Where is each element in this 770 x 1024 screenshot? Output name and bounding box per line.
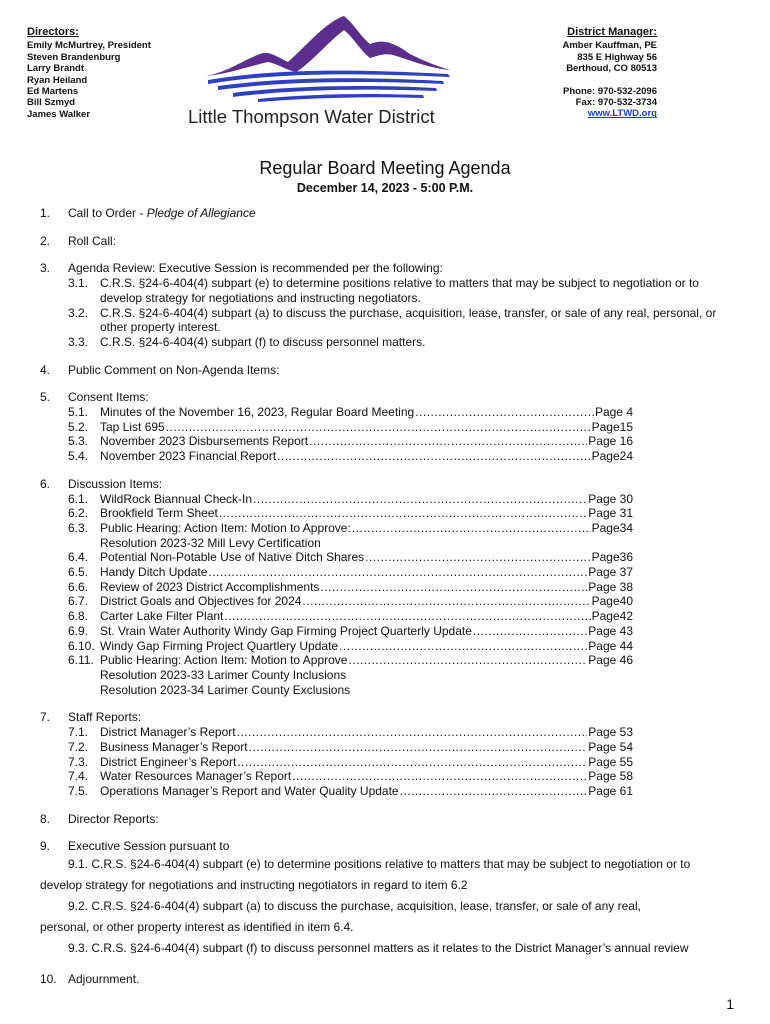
leader-dots bbox=[224, 609, 590, 624]
toc-line: 6.8. Carter Lake Filter Plant ..... Page42 bbox=[68, 609, 633, 624]
mountain-logo-icon bbox=[188, 14, 468, 109]
toc-line: 6.6. Review of 2023 District Accomplishments ..... Page 38 bbox=[68, 580, 633, 595]
toc-line: 6.9. St. Vrain Water Authority Windy Gap Firming Project Quarterly Update ..... Page 43 bbox=[68, 624, 633, 639]
leader-dots bbox=[219, 506, 587, 521]
sub-item: 3.3. C.R.S. §24-6-404(4) subpart (f) to discuss personnel matters. bbox=[68, 334, 426, 349]
manager-block bbox=[563, 27, 658, 120]
leader-dots bbox=[415, 405, 594, 420]
district-logo bbox=[188, 14, 468, 134]
director-name: Bill Szmyd bbox=[27, 97, 76, 109]
exec-sub-item-cont: personal, or other property interest as identified in item 6.4. bbox=[40, 920, 354, 935]
leader-dots bbox=[166, 420, 591, 435]
page-title: Regular Board Meeting Agenda bbox=[259, 158, 511, 178]
toc-line: 5.4. November 2023 Financial Report ..... Page24 bbox=[68, 449, 633, 464]
director-name: Emily McMurtrey, President bbox=[27, 40, 151, 52]
water-wave bbox=[258, 94, 424, 102]
leader-dots bbox=[365, 550, 590, 565]
agenda-item: 4. Public Comment on Non-Agenda Items: bbox=[40, 362, 280, 377]
exec-sub-item-cont: develop strategy for negotiations and instructing negotiators in regard to item 6.2 bbox=[40, 878, 468, 893]
toc-line: 6.4. Potential Non-Potable Use of Native Ditch Shares ..... Page36 bbox=[68, 550, 633, 565]
toc-line: 7.1. District Manager’s Report ..... Page 53 bbox=[68, 725, 633, 740]
directors-block bbox=[27, 27, 151, 120]
leader-dots bbox=[302, 594, 590, 609]
director-name: Ed Martens bbox=[27, 86, 79, 98]
toc-line: 7.3. District Engineer’s Report ..... Page 55 bbox=[68, 755, 633, 770]
agenda-item: 8. Director Reports: bbox=[40, 811, 159, 826]
leader-dots bbox=[237, 725, 588, 740]
director-name: Larry Brandt bbox=[27, 63, 85, 75]
agenda-item: 9. Executive Session pursuant to 9.1. C.R.S. §24-6-404(4) subpart (e) to determine positions relative to matters that may be subject to negotiation or to develop strategy for negotiations and instructing negotiators in regard to item 6.2 9.2. C.R.S. §24-6-404(4) subpart (a) to discuss the purchase, acquisition, lease, transfer, or sale of any real, personal, or other property interest as identified in item 6.4. 9.3. C.R.S. §24-6-404(4) subpart (f) to discuss personnel matters as it relates to the District Manager’s annual review bbox=[40, 839, 730, 959]
toc-line: 6.1. WildRock Biannual Check-In ..... Page 30 bbox=[68, 492, 633, 507]
toc-line: 6.2. Brookfield Term Sheet ..... Page 31 bbox=[68, 506, 633, 521]
address-line: Berthoud, CO 80513 bbox=[566, 63, 657, 75]
leader-dots bbox=[320, 580, 587, 595]
leader-dots bbox=[277, 449, 591, 464]
toc-line: 5.3. November 2023 Disbursements Report ..... Page 16 bbox=[68, 434, 633, 449]
agenda-item: 2. Roll Call: bbox=[40, 233, 117, 248]
agenda-item: 10. Adjournment. bbox=[40, 972, 140, 987]
exec-sub-item: 9.1. C.R.S. §24-6-404(4) subpart (e) to determine positions relative to matters that may be subject to negotiation or to bbox=[68, 857, 691, 872]
continuation-line: Resolution 2023-34 Larimer County Exclusions bbox=[100, 682, 351, 697]
continuation-line: Resolution 2023-32 Mill Levy Certification bbox=[100, 535, 321, 550]
page-number: 1 bbox=[726, 996, 734, 1012]
agenda-item: 6. Discussion Items: 6.1. WildRock Biannual Check-In ..... Page 30 6.2. Brookfield Term Sheet ..... Page 31 6.3. Public Hearing: Action Item: Motion to Approve: ..... Page34 Resolution 2023-32 Mill Levy Certification 6.4. Potential Non-Potable Use of Native Ditch Shares ..... Page36 6.5. Handy Ditch Update ..... Page 37 6.6. Review of 2023 District Accomplishments ..... Page 38 6.7. District Goals and Objectives for 2024 ..... Page40 6.8. Carter Lake Filter Plant ..... Page42 6.9. St. Vrain Water Authority Windy Gap Firming Project Quarterly Update ..... Page 43 6.10. Windy Gap Firming Project Quartlery Update ..... Page 44 6.11. Public Hearing: Action Item: Motion to Approve ..... Page 46 Resolution 2023-33 Larimer County Inclusions Resolution 2023-34 Larimer County Exclusions bbox=[40, 477, 730, 698]
toc-line: 5.2. Tap List 695 ..... Page15 bbox=[68, 420, 633, 435]
toc-line: 7.2. Business Manager’s Report ..... Page 54 bbox=[68, 740, 633, 755]
agenda-item: 1. Call to Order - Pledge of Allegiance bbox=[40, 206, 256, 220]
leader-dots bbox=[400, 784, 588, 799]
leader-dots bbox=[348, 653, 587, 668]
continuation-line: Resolution 2023-33 Larimer County Inclusions bbox=[100, 667, 347, 682]
manager-name: Amber Kauffman, PE bbox=[562, 40, 657, 52]
meeting-date: December 14, 2023 - 5:00 P.M. bbox=[296, 181, 474, 195]
toc-line: 7.5. Operations Manager’s Report and Water Quality Update ..... Page 61 bbox=[68, 784, 633, 799]
leader-dots bbox=[237, 755, 587, 770]
exec-sub-item: 9.2. C.R.S. §24-6-404(4) subpart (a) to discuss the purchase, acquisition, lease, transfer, or sale of any real, bbox=[68, 899, 641, 914]
mountain-shape bbox=[206, 16, 450, 76]
agenda-item: 3. Agenda Review: Executive Session is recommended per the following: 3.1. C.R.S. §24-6-404(4) subpart (e) to determine positions relative to matters that may be subject to negotiation or to develop strategy for negotiations and instructing negotiators. 3.2. C.R.S. §24-6-404(4) subpart (a) to discuss the purchase, acquisition, lease, transfer, or sale of any real, personal, or other property interest. 3.3. C.R.S. §24-6-404(4) subpart (f) to discuss personnel matters. bbox=[40, 261, 730, 349]
director-name: Steven Brandenburg bbox=[27, 51, 121, 63]
manager-title: District Manager: bbox=[567, 26, 657, 38]
leader-dots bbox=[292, 769, 587, 784]
fax: Fax: 970-532-3734 bbox=[575, 97, 657, 109]
phone: Phone: 970-532-2096 bbox=[563, 85, 657, 97]
address-line: 835 E Highway 56 bbox=[577, 51, 657, 63]
logo-text: Little Thompson Water District bbox=[188, 106, 435, 127]
leader-dots bbox=[208, 565, 587, 580]
leader-dots bbox=[473, 624, 587, 639]
exec-sub-item: 9.3. C.R.S. §24-6-404(4) subpart (f) to discuss personnel matters as it relates to the District Manager’s annual review bbox=[68, 941, 689, 956]
leader-dots bbox=[352, 521, 591, 536]
director-name: Ryan Heiland bbox=[27, 74, 88, 86]
toc-line: 6.5. Handy Ditch Update ..... Page 37 bbox=[68, 565, 633, 580]
director-name: James Walker bbox=[27, 108, 91, 120]
directors-title: Directors: bbox=[27, 26, 79, 38]
toc-line: 6.3. Public Hearing: Action Item: Motion to Approve: ..... Page34 bbox=[68, 521, 633, 536]
website-link[interactable]: www.LTWD.org bbox=[587, 108, 657, 120]
leader-dots bbox=[339, 639, 587, 654]
leader-dots bbox=[309, 434, 587, 449]
toc-line: 6.7. District Goals and Objectives for 2024 ..... Page40 bbox=[68, 594, 633, 609]
agenda-item: 7. Staff Reports: 7.1. District Manager’s Report ..... Page 53 7.2. Business Manager’s Report ..... Page 54 7.3. District Engineer’s Report ..... Page 55 7.4. Water Resources Manager’s Report ..... Page 58 7.5. Operations Manager’s Report and Water Quality Update ..... Page 61 bbox=[40, 710, 730, 798]
sub-item: 3.2. C.R.S. §24-6-404(4) subpart (a) to discuss the purchase, acquisition, lease, transfer, or sale of any real, personal, or other property interest. bbox=[68, 305, 717, 335]
sub-item: 3.1. C.R.S. §24-6-404(4) subpart (e) to determine positions relative to matters that may be subject to negotiation or to develop strategy for negotiations and instructing negotiators. bbox=[68, 276, 699, 305]
toc-line: 6.11. Public Hearing: Action Item: Motion to Approve ..... Page 46 bbox=[68, 653, 633, 668]
leader-dots bbox=[249, 740, 588, 755]
toc-line: 6.10. Windy Gap Firming Project Quartlery Update ..... Page 44 bbox=[68, 639, 633, 654]
agenda-item: 5. Consent Items: 5.1. Minutes of the November 16, 2023, Regular Board Meeting ..... Page 4 5.2. Tap List 695 ..... Page15 5.3. November 2023 Disbursements Report ..... Page 16 5.4. November 2023 Financial Report ..... Page24 bbox=[40, 390, 730, 464]
toc-line: 7.4. Water Resources Manager’s Report ..... Page 58 bbox=[68, 769, 633, 784]
toc-line: 5.1. Minutes of the November 16, 2023, Regular Board Meeting ..... Page 4 bbox=[68, 405, 633, 420]
agenda-list bbox=[40, 206, 730, 987]
leader-dots bbox=[253, 492, 587, 507]
